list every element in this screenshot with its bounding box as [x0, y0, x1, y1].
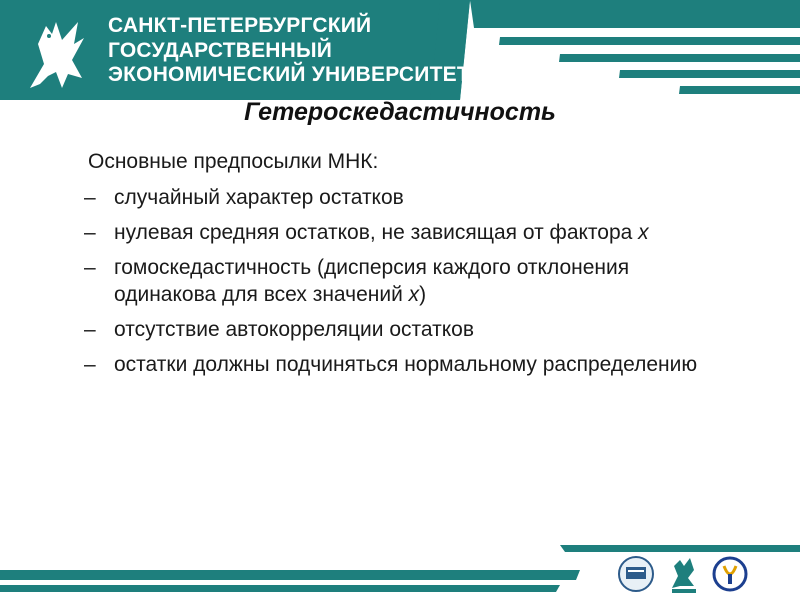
bullet-dash: – — [84, 256, 96, 279]
list-item-text: гомоскедастичность (дисперсия каждого отклонения одинакова для всех значений — [114, 256, 630, 306]
university-logo-icon — [22, 14, 98, 92]
list-item-text: остатки должны подчиняться нормальному распределению — [114, 353, 698, 376]
bullet-dash: – — [84, 318, 96, 341]
university-name — [108, 14, 470, 88]
list-item-tail: ) — [419, 283, 427, 306]
intro-text: Основные предпосылки МНК: — [88, 150, 379, 173]
assumptions-list — [84, 184, 724, 386]
variable-x: x — [408, 283, 420, 306]
bullet-dash: – — [84, 221, 96, 244]
fineg-logo-icon — [672, 558, 696, 593]
list-item — [84, 351, 724, 378]
slide-title: Гетероскедастичность — [244, 98, 556, 126]
variable-x: x — [638, 221, 649, 244]
university-name-line-1: САНКТ-ПЕТЕРБУРГСКИЙ — [108, 14, 372, 37]
bullet-dash: – — [84, 353, 96, 376]
list-item — [84, 219, 724, 246]
list-item — [84, 316, 724, 343]
list-item — [84, 254, 724, 308]
list-item-text: случайный характер остатков — [114, 186, 404, 209]
partner-logos — [610, 552, 800, 596]
university-name-line-3: ЭКОНОМИЧЕСКИЙ УНИВЕРСИТЕТ — [108, 63, 470, 86]
university-seal-logo-icon — [619, 557, 653, 591]
bullet-dash: – — [84, 186, 96, 209]
list-item-text: отсутствие автокорреляции остатков — [114, 318, 474, 341]
list-item — [84, 184, 724, 211]
university-name-line-2: ГОСУДАРСТВЕННЫЙ — [108, 38, 333, 62]
emblem-logo-icon — [714, 558, 746, 590]
list-item-text: нулевая средняя остатков, не зависящая от фактора — [114, 221, 639, 244]
